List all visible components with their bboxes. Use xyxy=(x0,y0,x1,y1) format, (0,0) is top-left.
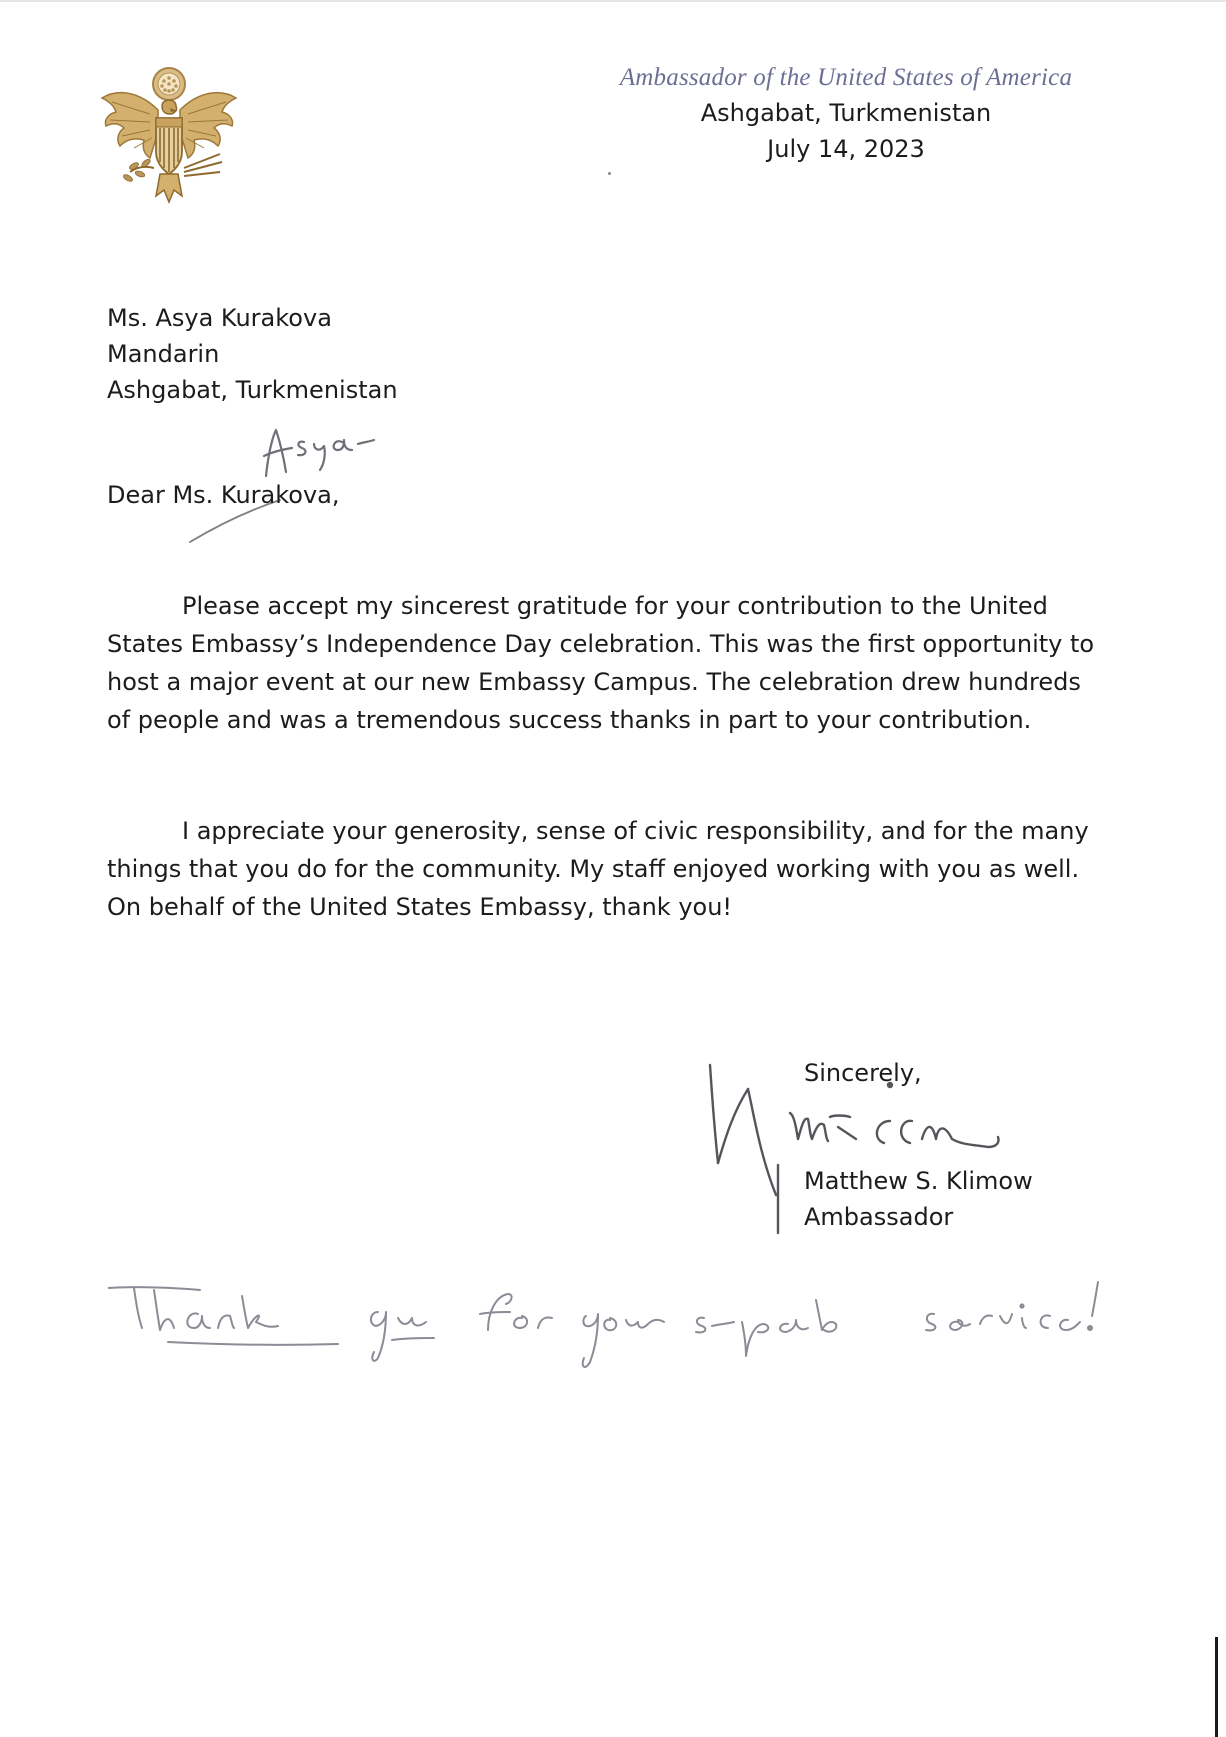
stray-mark xyxy=(608,172,611,175)
recipient-city: Ashgabat, Turkmenistan xyxy=(107,376,398,404)
letterhead-title: Ambassador of the United States of America xyxy=(619,64,1073,91)
signer-title: Ambassador xyxy=(804,1203,954,1231)
letter-date: July 14, 2023 xyxy=(767,135,925,163)
letterhead xyxy=(596,64,1096,167)
recipient-address xyxy=(107,300,398,408)
signature-block xyxy=(804,1163,1033,1235)
body-paragraph-2: I appreciate your generosity, sense of civic responsibility, and for the many things that you do for the community. My staff enjoyed working with you as well. On behalf of the United States Embassy, thank you! xyxy=(107,817,1089,921)
closing: Sincerely, xyxy=(804,1059,922,1087)
recipient-name: Ms. Asya Kurakova xyxy=(107,304,332,332)
letterhead-location: Ashgabat, Turkmenistan xyxy=(700,99,992,127)
body-paragraph-1: Please accept my sincerest gratitude for your contribution to the United States Embassy’s Independence Day celebration. This was the first opportunity to host a major event at our new Embassy Campus. The celebration drew hundreds of people and was a tremendous success thanks in part to your contribution. xyxy=(107,592,1095,734)
great-seal-eagle-icon xyxy=(100,62,238,204)
recipient-organization: Mandarin xyxy=(107,340,220,368)
signer-name: Matthew S. Klimow xyxy=(804,1167,1033,1195)
scan-edge-mark xyxy=(1215,1637,1218,1737)
salutation: Dear Ms. Kurakova, xyxy=(107,481,340,509)
handwritten-postscript xyxy=(108,1270,1108,1380)
